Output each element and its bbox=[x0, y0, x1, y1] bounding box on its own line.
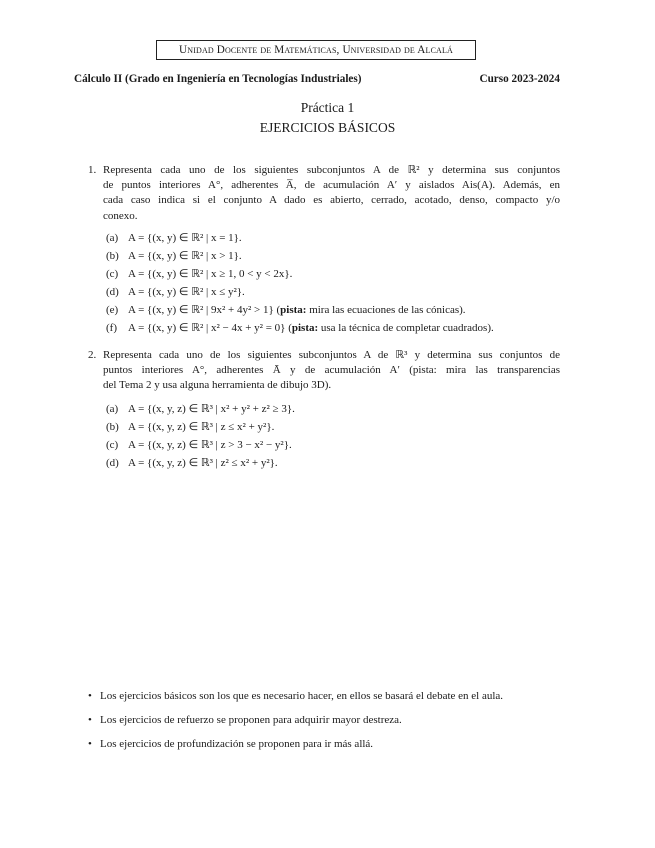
item-label: (d) bbox=[106, 457, 119, 469]
statement-line: Representa cada uno de los siguientes subconjuntos A de ℝ² y determina sus conjuntos bbox=[103, 164, 560, 176]
exercise-item bbox=[106, 267, 292, 280]
item-hint: mira las ecuaciones de las cónicas). bbox=[309, 304, 466, 316]
note-text: Los ejercicios de profundización se proponen para ir más allá. bbox=[100, 738, 374, 750]
exercise-item: (f) A = {(x, y) ∈ ℝ² | x² − 4x + y² = 0} (pista: usa la técnica de completar cuadrados). bbox=[106, 322, 494, 334]
bullet-icon: • bbox=[88, 714, 92, 726]
statement-line: de puntos interiores A°, adherentes A̅, de acumulación A′ y aislados Ais(A). Además, en bbox=[103, 179, 560, 192]
item-formula: A = {(x, y) ∈ ℝ² | x = 1}. bbox=[128, 232, 242, 244]
exercise-number: 2. bbox=[88, 349, 97, 361]
statement-line: puntos interiores A°, adherentes Ā y de acumulación A′ (pista: mira las transparencias bbox=[103, 364, 560, 377]
unit-name: Unidad Docente de Matemáticas, Universidad de Alcalá bbox=[179, 44, 453, 56]
unit-header-box bbox=[156, 40, 476, 60]
practice-subtitle: EJERCICIOS BÁSICOS bbox=[259, 120, 396, 135]
statement-line: cada caso indica si el conjunto A dado es abierto, cerrado, acotado, denso, compacto y/o bbox=[103, 194, 560, 207]
hint-label: pista: bbox=[280, 304, 307, 316]
item-label: (b) bbox=[106, 250, 119, 262]
exercise-2 bbox=[88, 348, 560, 394]
item-label: (c) bbox=[106, 439, 119, 451]
item-formula: A = {(x, y) ∈ ℝ² | x ≥ 1, 0 < y < 2x}. bbox=[128, 268, 293, 280]
item-label: (a) bbox=[106, 232, 119, 244]
statement-line: conexo. bbox=[103, 209, 138, 222]
item-label: (f) bbox=[106, 322, 117, 334]
item-label: (a) bbox=[106, 403, 119, 415]
note-text: Los ejercicios de refuerzo se proponen para adquirir mayor destreza. bbox=[100, 714, 402, 726]
statement-line: del Tema 2 y usa alguna herramienta de dibujo 3D). bbox=[103, 379, 332, 392]
exercise-item bbox=[106, 285, 245, 298]
exercise-item bbox=[106, 249, 242, 262]
exercise-statement bbox=[103, 163, 560, 224]
bullet-icon: • bbox=[88, 738, 92, 750]
exercise-item bbox=[106, 402, 295, 415]
note-item bbox=[88, 738, 373, 750]
exercise-statement bbox=[103, 348, 560, 394]
academic-year: Curso 2023-2024 bbox=[479, 73, 560, 85]
course-name: Cálculo II (Grado en Ingeniería en Tecnologías Industriales) bbox=[74, 73, 362, 85]
item-label: (d) bbox=[106, 286, 119, 298]
bullet-icon: • bbox=[88, 690, 92, 702]
item-formula: A = {(x, y, z) ∈ ℝ³ | z² ≤ x² + y²}. bbox=[128, 457, 278, 469]
item-label: (b) bbox=[106, 421, 119, 433]
item-formula: A = {(x, y, z) ∈ ℝ³ | x² + y² + z² ≥ 3}. bbox=[128, 403, 295, 415]
course-line bbox=[74, 73, 560, 85]
exercise-1 bbox=[88, 163, 560, 224]
item-formula: A = {(x, y, z) ∈ ℝ³ | z > 3 − x² − y²}. bbox=[128, 439, 292, 451]
practice-title: Práctica 1 bbox=[300, 100, 355, 115]
note-item bbox=[88, 690, 503, 702]
exercise-item bbox=[106, 420, 274, 433]
note-item bbox=[88, 714, 402, 726]
item-label: (e) bbox=[106, 304, 119, 316]
hint-label: pista: bbox=[291, 322, 319, 334]
item-formula: A = {(x, y) ∈ ℝ² | 9x² + 4y² > 1} bbox=[128, 304, 274, 316]
note-text: Los ejercicios básicos son los que es necesario hacer, en ellos se basará el debate en el aula. bbox=[100, 690, 504, 702]
item-hint: usa la técnica de completar cuadrados). bbox=[320, 322, 494, 334]
exercise-item bbox=[106, 456, 278, 469]
exercise-item bbox=[106, 438, 292, 451]
statement-line: Representa cada uno de los siguientes subconjuntos A de ℝ³ y determina sus conjuntos de bbox=[103, 349, 560, 361]
exercise-item: (e) A = {(x, y) ∈ ℝ² | 9x² + 4y² > 1} (pista: mira las ecuaciones de las cónicas). bbox=[106, 304, 466, 316]
item-formula: A = {(x, y) ∈ ℝ² | x² − 4x + y² = 0} bbox=[128, 322, 286, 334]
exercise-item bbox=[106, 231, 242, 244]
item-formula: A = {(x, y) ∈ ℝ² | x ≤ y²}. bbox=[128, 286, 245, 298]
item-formula: A = {(x, y) ∈ ℝ² | x > 1}. bbox=[128, 250, 242, 262]
item-formula: A = {(x, y, z) ∈ ℝ³ | z ≤ x² + y²}. bbox=[128, 421, 275, 433]
item-label: (c) bbox=[106, 268, 119, 280]
exercise-number: 1. bbox=[88, 164, 97, 176]
